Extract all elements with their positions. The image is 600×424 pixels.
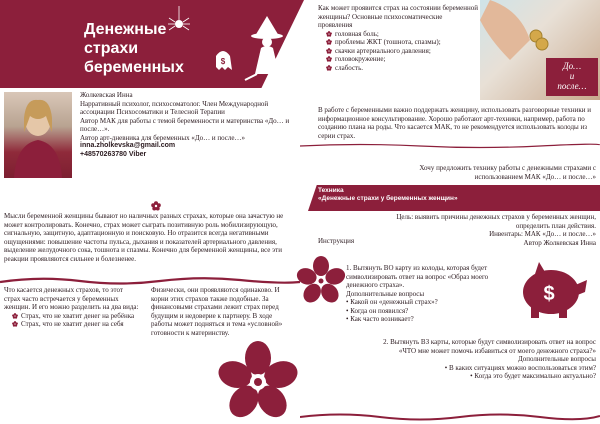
- wave-divider: [300, 412, 600, 422]
- author-bio: Нарративный психолог, психосоматолог. Член Международной ассоциации Психосоматики и Телесной Терапии: [80, 99, 269, 117]
- list-item: головокружение;: [326, 55, 478, 64]
- flower-bullet-icon: [326, 48, 332, 54]
- spider-icon: [148, 6, 210, 76]
- photo-caption: До… и после…: [546, 58, 598, 96]
- wave-divider: [0, 276, 300, 286]
- flower-bullet-icon: [326, 56, 332, 62]
- goal-text: Цель: выявить причины денежных страхов у беременных женщин, определить план действия.: [396, 213, 596, 230]
- medium-flower-icon: [296, 256, 346, 306]
- author-info: [80, 91, 302, 159]
- list-item: Страх, что не хватит денег на себя: [12, 320, 139, 329]
- work-paragraph: В работе с беременными важно поддержать женщину, использовать разговорные техники и информационное консультирование. Хорошо работают арт-техники, например, работа по созданию плана на роды. Что касается МАК, то не рекомендуется использовать колоды из серии страх.: [318, 106, 591, 140]
- symptoms-block: [318, 4, 478, 72]
- money-fears-left: [4, 286, 139, 329]
- author-phone[interactable]: +48570263780 Viber: [80, 150, 147, 158]
- list-item: • Когда он появился?: [346, 306, 409, 315]
- piggy-bank-icon: [515, 256, 593, 322]
- hands-coins-photo: [480, 0, 600, 100]
- ghost-money-bag-icon: [212, 46, 234, 72]
- step-2: 2. Вытянуть ВЗ карты, которые будут символизировать ответ на вопрос «ЧТО мне может помочь избавиться от моего денежного страха?» Дополнительные вопросы • В каких ситуациях можно воспользоваться этим? • Когда это будет максимально актуально?: [380, 338, 596, 381]
- list-item: Страх, что не хватит денег на ребёнка: [12, 312, 139, 321]
- author-line: Автор Жолкевская Инна: [523, 238, 596, 247]
- technique-meta: [380, 213, 596, 247]
- svg-text:$: $: [220, 57, 226, 66]
- page-title: Денежные страхи беременных: [84, 21, 184, 76]
- author-photo: [4, 92, 72, 178]
- money-fears-mid: Физически, они проявляются одинаково. И корни этих страхов также подобные. За финансовыми страхами лежит страх перед будущим и недоверие к партнеру. В ходе работы может подняться и тема «условной» готовности к материнству.: [151, 286, 283, 337]
- list-item: скачки артериального давления;: [326, 47, 478, 56]
- technique-offer: Хочу предложить технику работы с денежными страхами с использованием МАК «До… и после…»: [419, 164, 596, 181]
- list-item: • Какой он «денежный страх»?: [346, 298, 438, 307]
- flower-icon: [151, 201, 161, 211]
- wave-divider: [300, 142, 600, 150]
- technique-header: Техника «Денежные страхи у беременных женщин»: [318, 187, 458, 202]
- witch-icon: [237, 14, 297, 86]
- list-item: слабость.: [326, 64, 478, 73]
- list-item: проблемы ЖКТ (тошнота, спазмы);: [326, 38, 478, 47]
- step-1: 1. Вытянуть ВО карту из колоды, которая будет символизировать ответ на вопрос «Образ моего денежного страха». Дополнительные вопросы • Какой он «денежный страх»? • Когда он появился? • Как часто возникает?: [346, 264, 496, 324]
- instruction-label: Инструкция: [318, 237, 355, 245]
- flower-bullet-icon: [326, 39, 332, 45]
- inventory-text: Инвентарь: МАК «До… и после…»: [489, 230, 596, 239]
- large-flower-icon: [216, 340, 300, 424]
- list-item: • Как часто возникает?: [346, 315, 414, 324]
- flower-bullet-icon: [12, 321, 18, 327]
- symptoms-intro: Как может проявится страх на состоянии беременной женщины? Основные психосоматические проявления: [318, 4, 478, 30]
- list-item: • В каких ситуациях можно воспользоваться этим?: [444, 363, 596, 372]
- author-bio-diary: Автор арт-дневника для беременных «До… и после…»: [80, 133, 246, 142]
- author-name: Жолкевская Инна: [80, 91, 133, 99]
- intro-paragraph: Мысли беременной женщины бывают но наличных разных страхах, которые она зачастую не может контролировать. Конечно, страх может сыграть позитивную роль мобилизирующую, сигнальную, защитную, адаптационную и поисковую. Но отразится всегда негативными ощущениями: повышение частоты пульса, дыхания и показателей артериального давления, выделение желудочного сока, тошнота и спазмы. Конечно для беременной женщины, все эти реакции проявляются сильнее и болезненее.: [4, 212, 284, 263]
- dollar-sign: $: [543, 283, 555, 305]
- money-intro: Что касается денежных страхов, то этот страх часто встречается у беременных женщин. И его можно разделить на два вида:: [4, 286, 139, 312]
- list-item: • Когда это будет максимально актуально?: [470, 372, 596, 381]
- flower-bullet-icon: [12, 313, 18, 319]
- flower-bullet-icon: [326, 31, 332, 37]
- author-bio-mak: Автор МАК для работы с темой беременности и материнства «До… и после…».: [80, 116, 290, 134]
- flower-bullet-icon: [326, 65, 332, 71]
- author-email[interactable]: inna.zholkevska@gmail.com: [80, 142, 176, 150]
- list-item: головная боль;: [326, 30, 478, 39]
